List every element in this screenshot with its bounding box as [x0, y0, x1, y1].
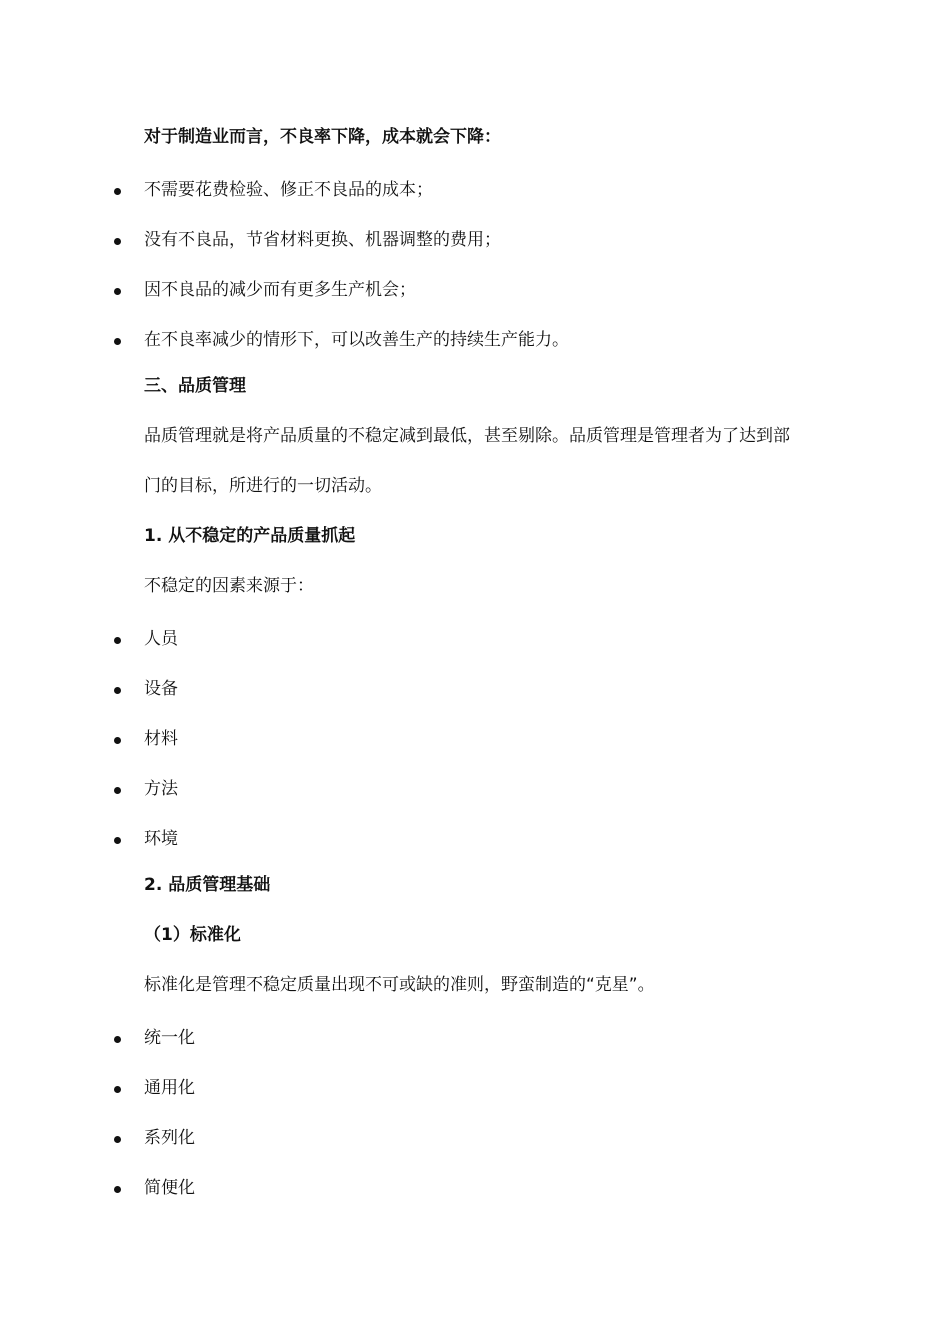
- bullet-dot: [114, 188, 121, 195]
- standard-bullet-4: 简便化: [144, 1178, 195, 1198]
- bullet-dot: [114, 787, 121, 794]
- subsection-2-subheading: （1）标准化: [144, 925, 241, 945]
- intro-bullet-1: 不需要花费检验、修正不良品的成本；: [144, 180, 433, 200]
- standardization-paragraph: 标准化是管理不稳定质量出现不可或缺的准则，野蛮制造的“克星”。: [144, 975, 655, 995]
- intro-heading: 对于制造业而言，不良率下降，成本就会下降：: [144, 127, 501, 147]
- bullet-dot: [114, 837, 121, 844]
- standard-bullet-1: 统一化: [144, 1028, 195, 1048]
- intro-bullet-3: 因不良品的减少而有更多生产机会；: [144, 280, 416, 300]
- factor-bullet-1: 人员: [144, 629, 178, 649]
- factor-bullet-4: 方法: [144, 779, 178, 799]
- bullet-dot: [114, 687, 121, 694]
- factor-bullet-3: 材料: [144, 729, 178, 749]
- subsection-1-heading: 1. 从不稳定的产品质量抓起: [144, 526, 356, 546]
- standard-bullet-2: 通用化: [144, 1078, 195, 1098]
- bullet-dot: [114, 737, 121, 744]
- bullet-dot: [114, 338, 121, 345]
- bullet-dot: [114, 1036, 121, 1043]
- quality-heading: 三、品质管理: [144, 376, 246, 396]
- subsection-2-heading: 2. 品质管理基础: [144, 875, 271, 895]
- intro-bullet-4: 在不良率减少的情形下，可以改善生产的持续生产能力。: [144, 330, 569, 350]
- bullet-dot: [114, 238, 121, 245]
- bullet-dot: [114, 637, 121, 644]
- subsection-1-intro: 不稳定的因素来源于：: [144, 576, 314, 596]
- bullet-dot: [114, 1086, 121, 1093]
- factor-bullet-2: 设备: [144, 679, 178, 699]
- bullet-dot: [114, 1136, 121, 1143]
- factor-bullet-5: 环境: [144, 829, 178, 849]
- bullet-dot: [114, 288, 121, 295]
- quality-paragraph-line-1: 品质管理就是将产品质量的不稳定减到最低，甚至剔除。品质管理是管理者为了达到部: [144, 426, 790, 446]
- quality-paragraph-line-2: 门的目标，所进行的一切活动。: [144, 476, 382, 496]
- bullet-dot: [114, 1186, 121, 1193]
- standard-bullet-3: 系列化: [144, 1128, 195, 1148]
- intro-bullet-2: 没有不良品，节省材料更换、机器调整的费用；: [144, 230, 501, 250]
